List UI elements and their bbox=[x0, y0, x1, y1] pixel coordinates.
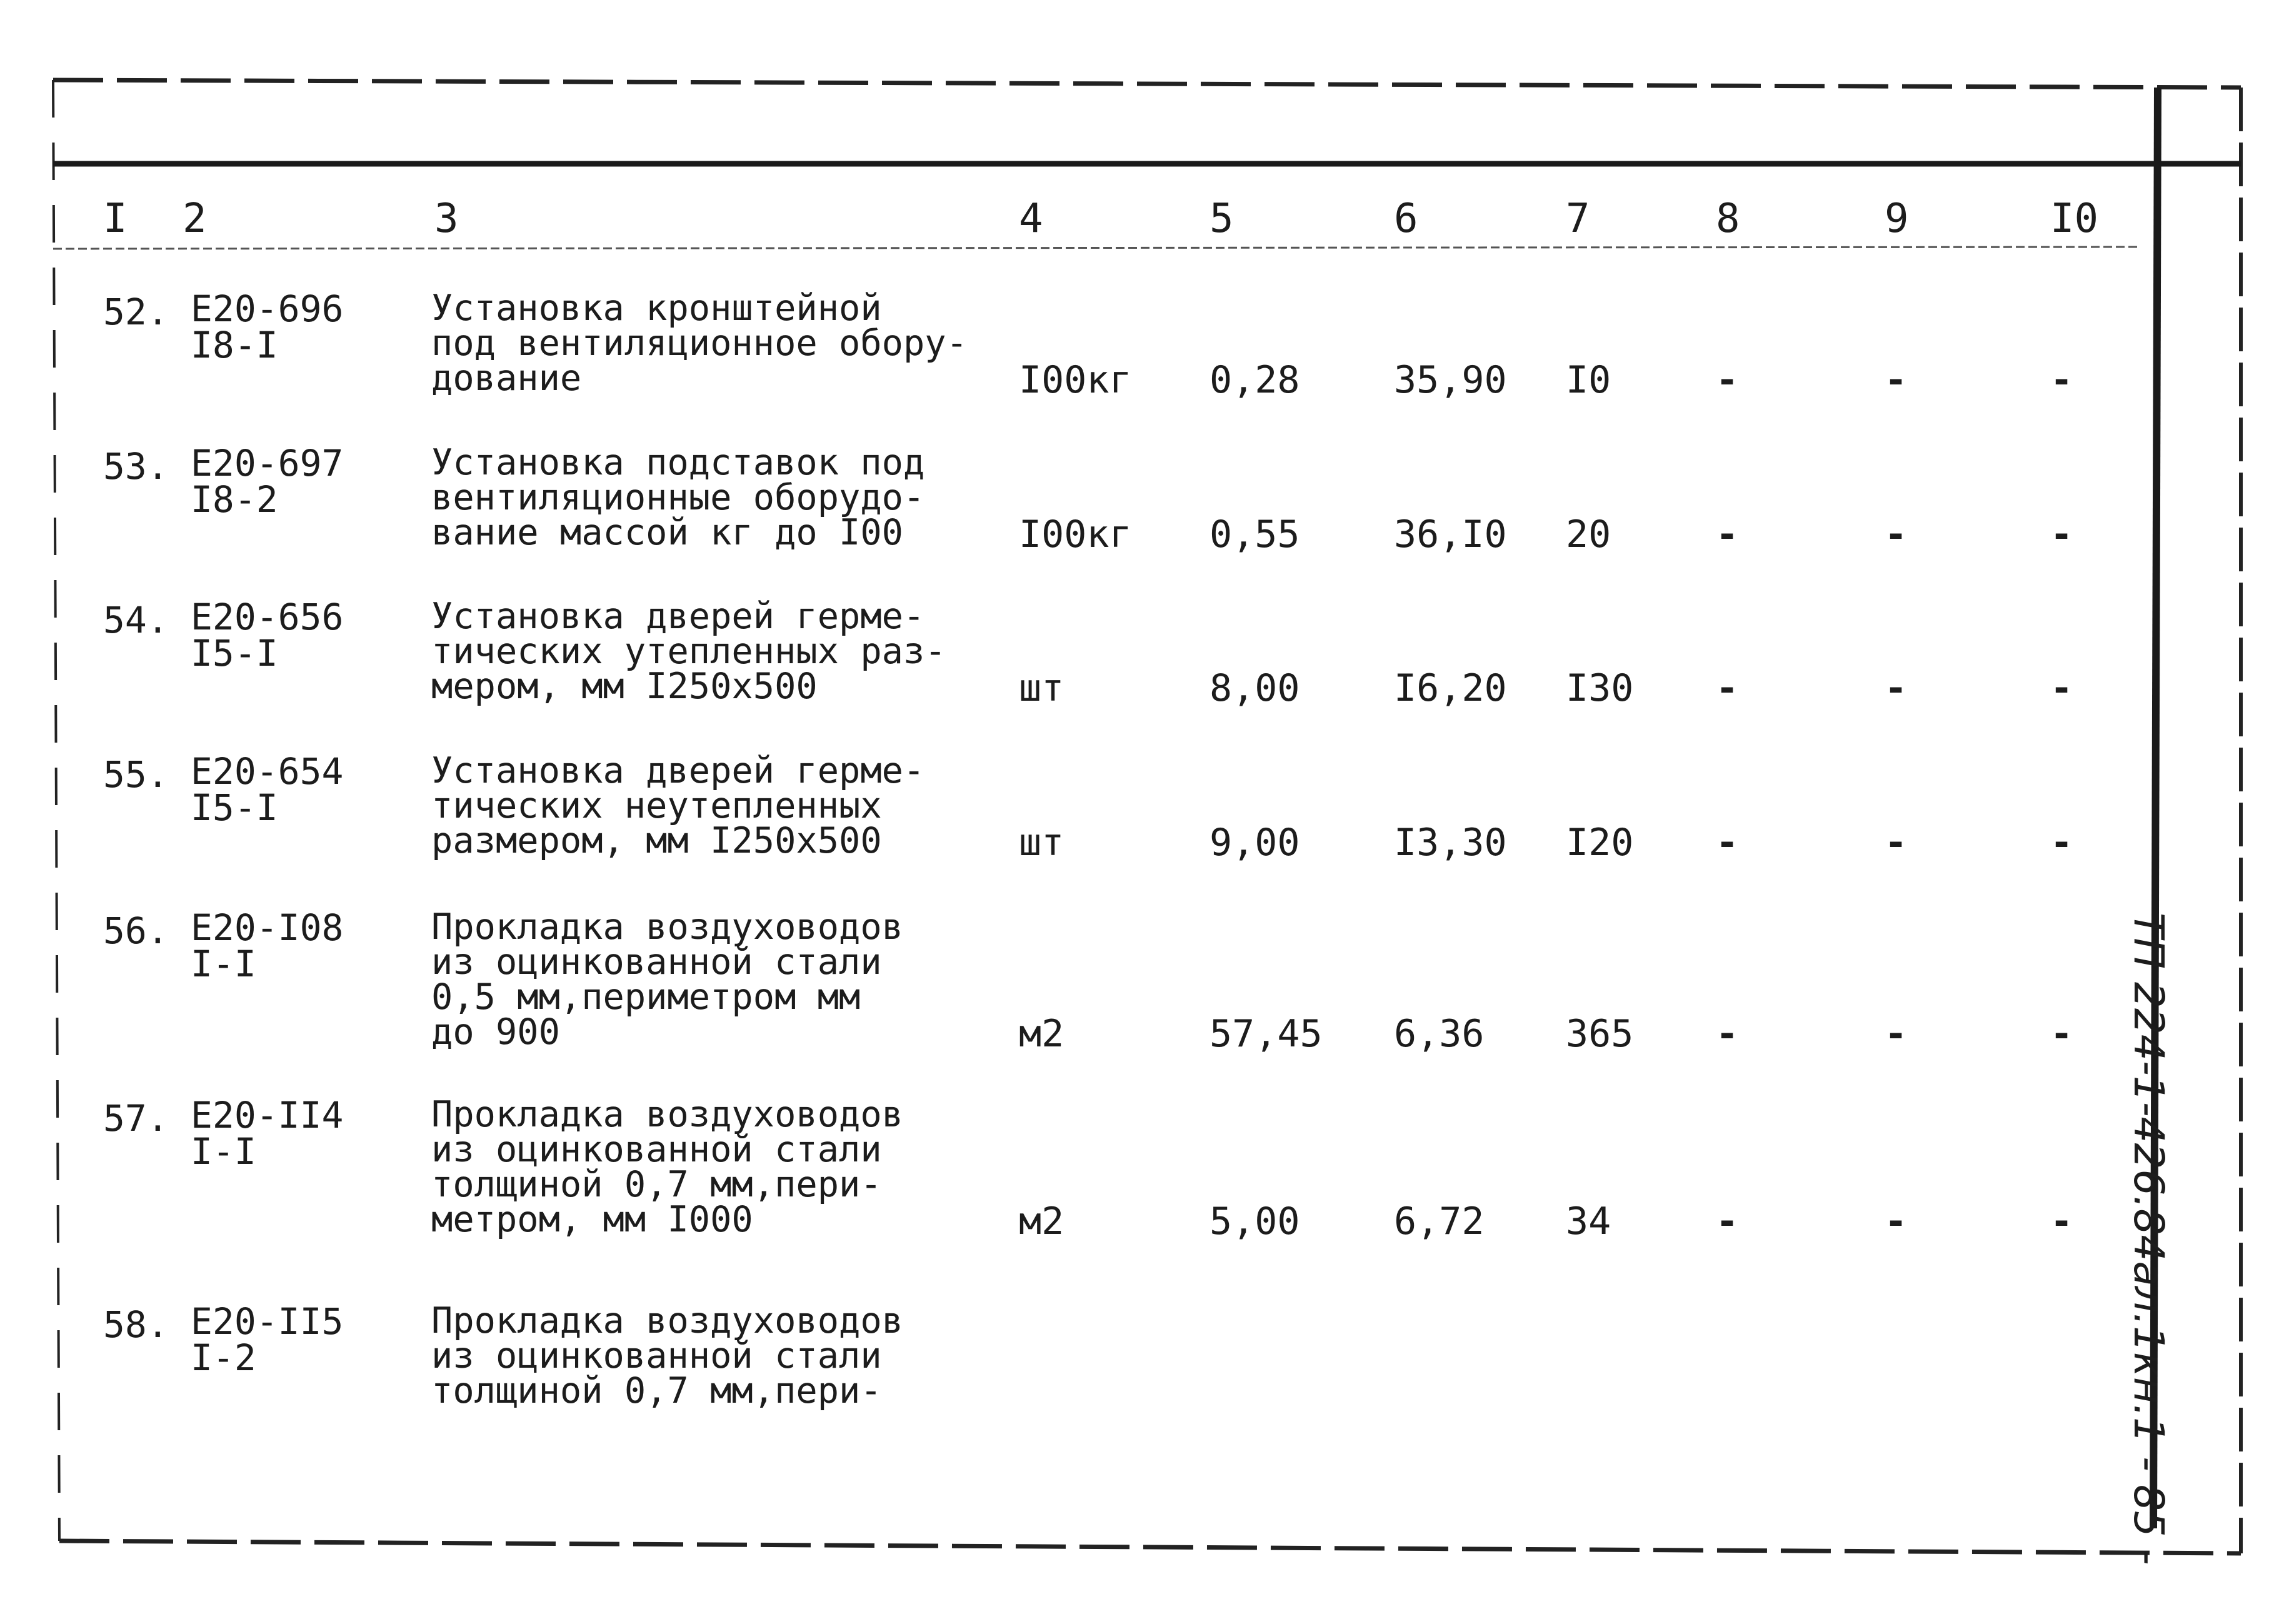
column-9-cell: - bbox=[1885, 1200, 1908, 1243]
rate-code-line: I-I bbox=[191, 1130, 256, 1173]
rate-code bbox=[191, 596, 397, 674]
work-description-line: дование bbox=[431, 358, 582, 399]
total-cell: I0 bbox=[1566, 358, 1611, 402]
quantity-cell: 5,00 bbox=[1210, 1200, 1300, 1243]
row-number: 57. bbox=[103, 1097, 169, 1140]
column-9-cell: - bbox=[1885, 358, 1908, 402]
row-number: 58. bbox=[103, 1303, 169, 1346]
total-cell: 34 bbox=[1566, 1200, 1611, 1243]
column-10-cell: - bbox=[2050, 821, 2073, 865]
rate-code-line: E20-II4 bbox=[191, 1094, 344, 1136]
column-9-cell: - bbox=[1885, 513, 1908, 556]
row-number: 56. bbox=[103, 910, 169, 952]
column-8-cell: - bbox=[1716, 1200, 1739, 1243]
unit-price-cell: 35,90 bbox=[1394, 358, 1507, 402]
column-8-cell: - bbox=[1716, 358, 1739, 402]
rate-code-line: I5-I bbox=[191, 786, 278, 829]
rate-code-line: E20-656 bbox=[191, 596, 344, 638]
rate-code-line: E20-I08 bbox=[191, 906, 344, 949]
unit-cell: м2 bbox=[1019, 1200, 1064, 1243]
rate-code-line: E20-II5 bbox=[191, 1300, 344, 1343]
unit-price-cell: 6,72 bbox=[1394, 1200, 1485, 1243]
quantity-cell: 0,28 bbox=[1210, 358, 1300, 402]
work-description-line: Прокладка воздуховодов bbox=[431, 1094, 903, 1135]
rate-code-line: I-2 bbox=[191, 1336, 256, 1379]
work-description-line: размером, мм I250x500 bbox=[431, 820, 882, 861]
rate-code-line: I8-I bbox=[191, 324, 278, 366]
column-8-cell: - bbox=[1716, 821, 1739, 865]
column-header-5: 5 bbox=[1210, 196, 1234, 242]
work-description-line: 0,5 мм,периметром мм bbox=[431, 976, 861, 1018]
work-description-line: толщиной 0,7 мм,пери- bbox=[431, 1164, 882, 1205]
work-description-line: тических неутепленных bbox=[431, 785, 882, 826]
rate-code bbox=[191, 442, 397, 521]
work-description-line: из оцинкованной стали bbox=[431, 941, 882, 983]
column-header-1: I bbox=[103, 196, 128, 242]
quantity-cell: 8,00 bbox=[1210, 666, 1300, 710]
work-description-line: из оцинкованной стали bbox=[431, 1335, 882, 1376]
column-8-cell: - bbox=[1716, 1012, 1739, 1056]
document-stamp: ТП 224-1-426.84ал.1кн.1 - 85 - bbox=[2125, 913, 2173, 1565]
rate-code-line: I8-2 bbox=[191, 478, 278, 521]
unit-price-cell: I3,30 bbox=[1394, 821, 1507, 865]
column-header-2: 2 bbox=[183, 196, 207, 242]
work-description-line: Прокладка воздуховодов bbox=[431, 906, 903, 948]
column-9-cell: - bbox=[1885, 821, 1908, 865]
column-header-4: 4 bbox=[1019, 196, 1043, 242]
work-description-line: под вентиляционное обору- bbox=[431, 323, 968, 364]
work-description-line: Установка кронштейной bbox=[431, 288, 882, 329]
work-description-line: Установка подставок под bbox=[431, 442, 925, 483]
column-10-cell: - bbox=[2050, 513, 2073, 556]
rate-code-line: E20-697 bbox=[191, 442, 344, 484]
unit-cell: I00кг bbox=[1019, 513, 1132, 556]
work-description bbox=[431, 1094, 994, 1240]
column-10-cell: - bbox=[2050, 1200, 2073, 1243]
work-description-line: мером, мм I250x500 bbox=[431, 666, 818, 707]
column-8-cell: - bbox=[1716, 666, 1739, 710]
rate-code bbox=[191, 1094, 397, 1173]
unit-cell: I00кг bbox=[1019, 358, 1132, 402]
unit-price-cell: 6,36 bbox=[1394, 1012, 1485, 1056]
rate-code bbox=[191, 750, 397, 829]
column-header-8: 8 bbox=[1716, 196, 1740, 242]
work-description-line: Установка дверей герме- bbox=[431, 750, 925, 791]
total-cell: I30 bbox=[1566, 666, 1634, 710]
column-9-cell: - bbox=[1885, 666, 1908, 710]
column-10-cell: - bbox=[2050, 666, 2073, 710]
column-header-3: 3 bbox=[434, 196, 459, 242]
rate-code-line: E20-696 bbox=[191, 288, 344, 330]
unit-cell: м2 bbox=[1019, 1012, 1064, 1056]
work-description bbox=[431, 596, 994, 707]
rate-code bbox=[191, 288, 397, 366]
unit-price-cell: I6,20 bbox=[1394, 666, 1507, 710]
work-description-line: вание массой кг до I00 bbox=[431, 512, 903, 553]
rate-code bbox=[191, 906, 397, 985]
work-description-line: вентиляционные оборудо- bbox=[431, 477, 925, 518]
unit-cell: шт bbox=[1019, 821, 1064, 865]
row-number: 52. bbox=[103, 291, 169, 333]
column-header-9: 9 bbox=[1885, 196, 1909, 242]
unit-cell: шт bbox=[1019, 666, 1064, 710]
total-cell: I20 bbox=[1566, 821, 1634, 865]
work-description bbox=[431, 288, 994, 399]
work-description-line: Прокладка воздуховодов bbox=[431, 1300, 903, 1341]
column-header-7: 7 bbox=[1566, 196, 1590, 242]
work-description-line: толщиной 0,7 мм,пери- bbox=[431, 1370, 882, 1411]
rate-code-line: I5-I bbox=[191, 632, 278, 674]
total-cell: 20 bbox=[1566, 513, 1611, 556]
work-description-line: до 900 bbox=[431, 1011, 560, 1053]
column-header-6: 6 bbox=[1394, 196, 1418, 242]
work-description bbox=[431, 1300, 994, 1411]
work-description bbox=[431, 442, 994, 553]
quantity-cell: 57,45 bbox=[1210, 1012, 1323, 1056]
column-header-10: I0 bbox=[2050, 196, 2099, 242]
work-description-line: Установка дверей герме- bbox=[431, 596, 925, 637]
total-cell: 365 bbox=[1566, 1012, 1634, 1056]
column-8-cell: - bbox=[1716, 513, 1739, 556]
quantity-cell: 9,00 bbox=[1210, 821, 1300, 865]
work-description bbox=[431, 906, 994, 1053]
rate-code-line: E20-654 bbox=[191, 750, 344, 793]
work-description bbox=[431, 750, 994, 861]
quantity-cell: 0,55 bbox=[1210, 513, 1300, 556]
column-10-cell: - bbox=[2050, 358, 2073, 402]
rate-code-line: I-I bbox=[191, 943, 256, 985]
work-description-line: из оцинкованной стали bbox=[431, 1129, 882, 1170]
column-10-cell: - bbox=[2050, 1012, 2073, 1056]
work-description-line: тических утепленных раз- bbox=[431, 631, 946, 672]
row-number: 55. bbox=[103, 753, 169, 796]
column-9-cell: - bbox=[1885, 1012, 1908, 1056]
row-number: 53. bbox=[103, 445, 169, 488]
unit-price-cell: 36,I0 bbox=[1394, 513, 1507, 556]
row-number: 54. bbox=[103, 599, 169, 641]
work-description-line: метром, мм I000 bbox=[431, 1199, 753, 1240]
rate-code bbox=[191, 1300, 397, 1379]
